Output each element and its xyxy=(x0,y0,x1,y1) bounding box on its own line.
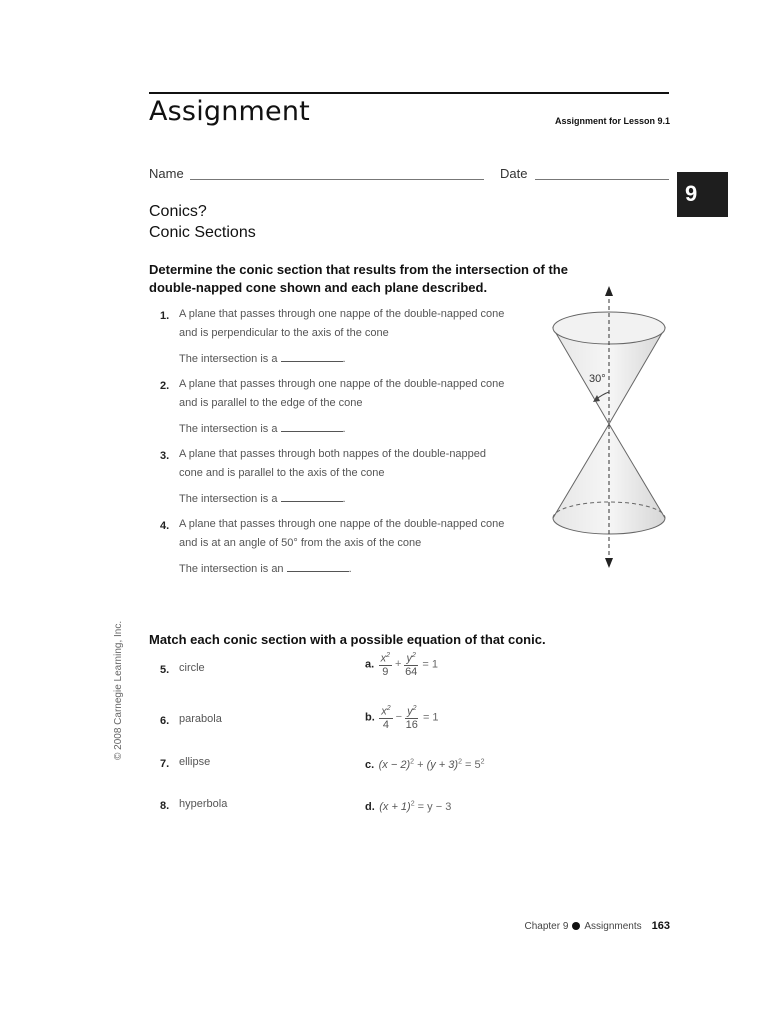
page-footer xyxy=(470,920,670,932)
date-label: Date xyxy=(500,166,528,181)
copyright-credit: © 2008 Carnegie Learning, Inc. xyxy=(113,620,124,760)
chapter-tab-number: 9 xyxy=(685,181,698,206)
part1-instructions-line2: double-napped cone shown and each plane described. xyxy=(149,280,488,295)
option-a-letter: a. xyxy=(365,658,375,671)
option-b-letter: b. xyxy=(365,711,375,724)
question-3-number: 3. xyxy=(160,450,170,462)
question-2-answer: The intersection is a . xyxy=(179,423,346,435)
option-b: b. $\frac{x^2}{4}$ − $\frac{y^2}{16}$ = 1 xyxy=(365,705,439,731)
question-1-number: 1. xyxy=(160,310,170,322)
option-a: a. $\frac{x^2}{9}$ + $\frac{y^2}{64}$ = 1 xyxy=(365,652,438,678)
question-3-answer: The intersection is a . xyxy=(179,493,346,505)
question-1-answer: The intersection is a . xyxy=(179,353,346,365)
name-field[interactable] xyxy=(190,179,484,180)
item-8-number: 8. xyxy=(160,800,170,812)
item-5-number: 5. xyxy=(160,664,170,676)
answer-blank-2[interactable] xyxy=(281,421,343,432)
option-a-frac-1: $\frac{x^2}{9}$ xyxy=(380,652,391,678)
question-2-number: 2. xyxy=(160,380,170,392)
lesson-label: Assignment for Lesson 9.1 xyxy=(554,116,670,126)
item-5-label: circle xyxy=(179,662,205,674)
option-d xyxy=(365,797,451,815)
footer-bullet-icon xyxy=(572,922,580,930)
question-4-line1: A plane that passes through one nappe of the double-napped cone xyxy=(179,518,505,530)
question-3-line1: A plane that passes through both nappes of the double-napped xyxy=(179,448,487,460)
question-2-line1: A plane that passes through one nappe of the double-napped cone xyxy=(179,378,505,390)
part2-instructions: Match each conic section with a possible equation of that conic. xyxy=(149,632,546,647)
footer-chapter: Chapter 9 xyxy=(524,921,569,932)
answer-blank-3[interactable] xyxy=(281,491,343,502)
section-title-1: Conics? xyxy=(149,203,207,220)
question-2-line2: and is parallel to the edge of the cone xyxy=(179,397,363,409)
part1-instructions-line1: Determine the conic section that results from the intersection of the xyxy=(149,262,568,277)
question-1-line2: and is perpendicular to the axis of the cone xyxy=(179,327,389,339)
option-d-equation: $(x + 1)^2 = y - 3$ xyxy=(379,800,452,813)
question-4-line2: and is at an angle of 50° from the axis of the cone xyxy=(179,537,422,549)
item-6-label: parabola xyxy=(179,713,222,725)
option-c xyxy=(365,755,485,773)
item-6-number: 6. xyxy=(160,715,170,727)
option-a-frac-2: $\frac{y^2}{64}$ xyxy=(405,652,418,678)
question-3-line2: cone and is parallel to the axis of the cone xyxy=(179,467,385,479)
chapter-tab xyxy=(677,172,728,217)
angle-label: 30° xyxy=(589,373,606,385)
section-title-2: Conic Sections xyxy=(149,224,256,241)
item-7-label: ellipse xyxy=(179,756,211,768)
item-7-number: 7. xyxy=(160,758,170,770)
option-d-letter: d. xyxy=(365,801,375,813)
assignment-title: Assignment xyxy=(149,96,310,127)
axis-arrow-up xyxy=(605,286,613,296)
axis-arrow-down xyxy=(605,558,613,568)
date-field[interactable] xyxy=(535,179,669,180)
double-napped-cone-figure xyxy=(545,282,677,572)
name-label: Name xyxy=(149,166,184,181)
footer-section: Assignments xyxy=(584,921,642,932)
question-4-number: 4. xyxy=(160,520,170,532)
question-4-answer: The intersection is an . xyxy=(179,563,352,575)
page-number: 163 xyxy=(651,920,670,932)
option-c-letter: c. xyxy=(365,759,375,771)
answer-blank-1[interactable] xyxy=(281,351,343,362)
answer-blank-4[interactable] xyxy=(287,561,349,572)
option-b-frac-2: $\frac{y^2}{16}$ xyxy=(405,705,418,731)
option-c-equation: $(x - 2)^2 + (y + 3)^2 = 5^2$ xyxy=(378,758,485,771)
header-rule xyxy=(149,92,669,94)
item-8-label: hyperbola xyxy=(179,798,228,810)
question-1-line1: A plane that passes through one nappe of the double-napped cone xyxy=(179,308,505,320)
option-b-frac-1: $\frac{x^2}{4}$ xyxy=(381,705,391,731)
